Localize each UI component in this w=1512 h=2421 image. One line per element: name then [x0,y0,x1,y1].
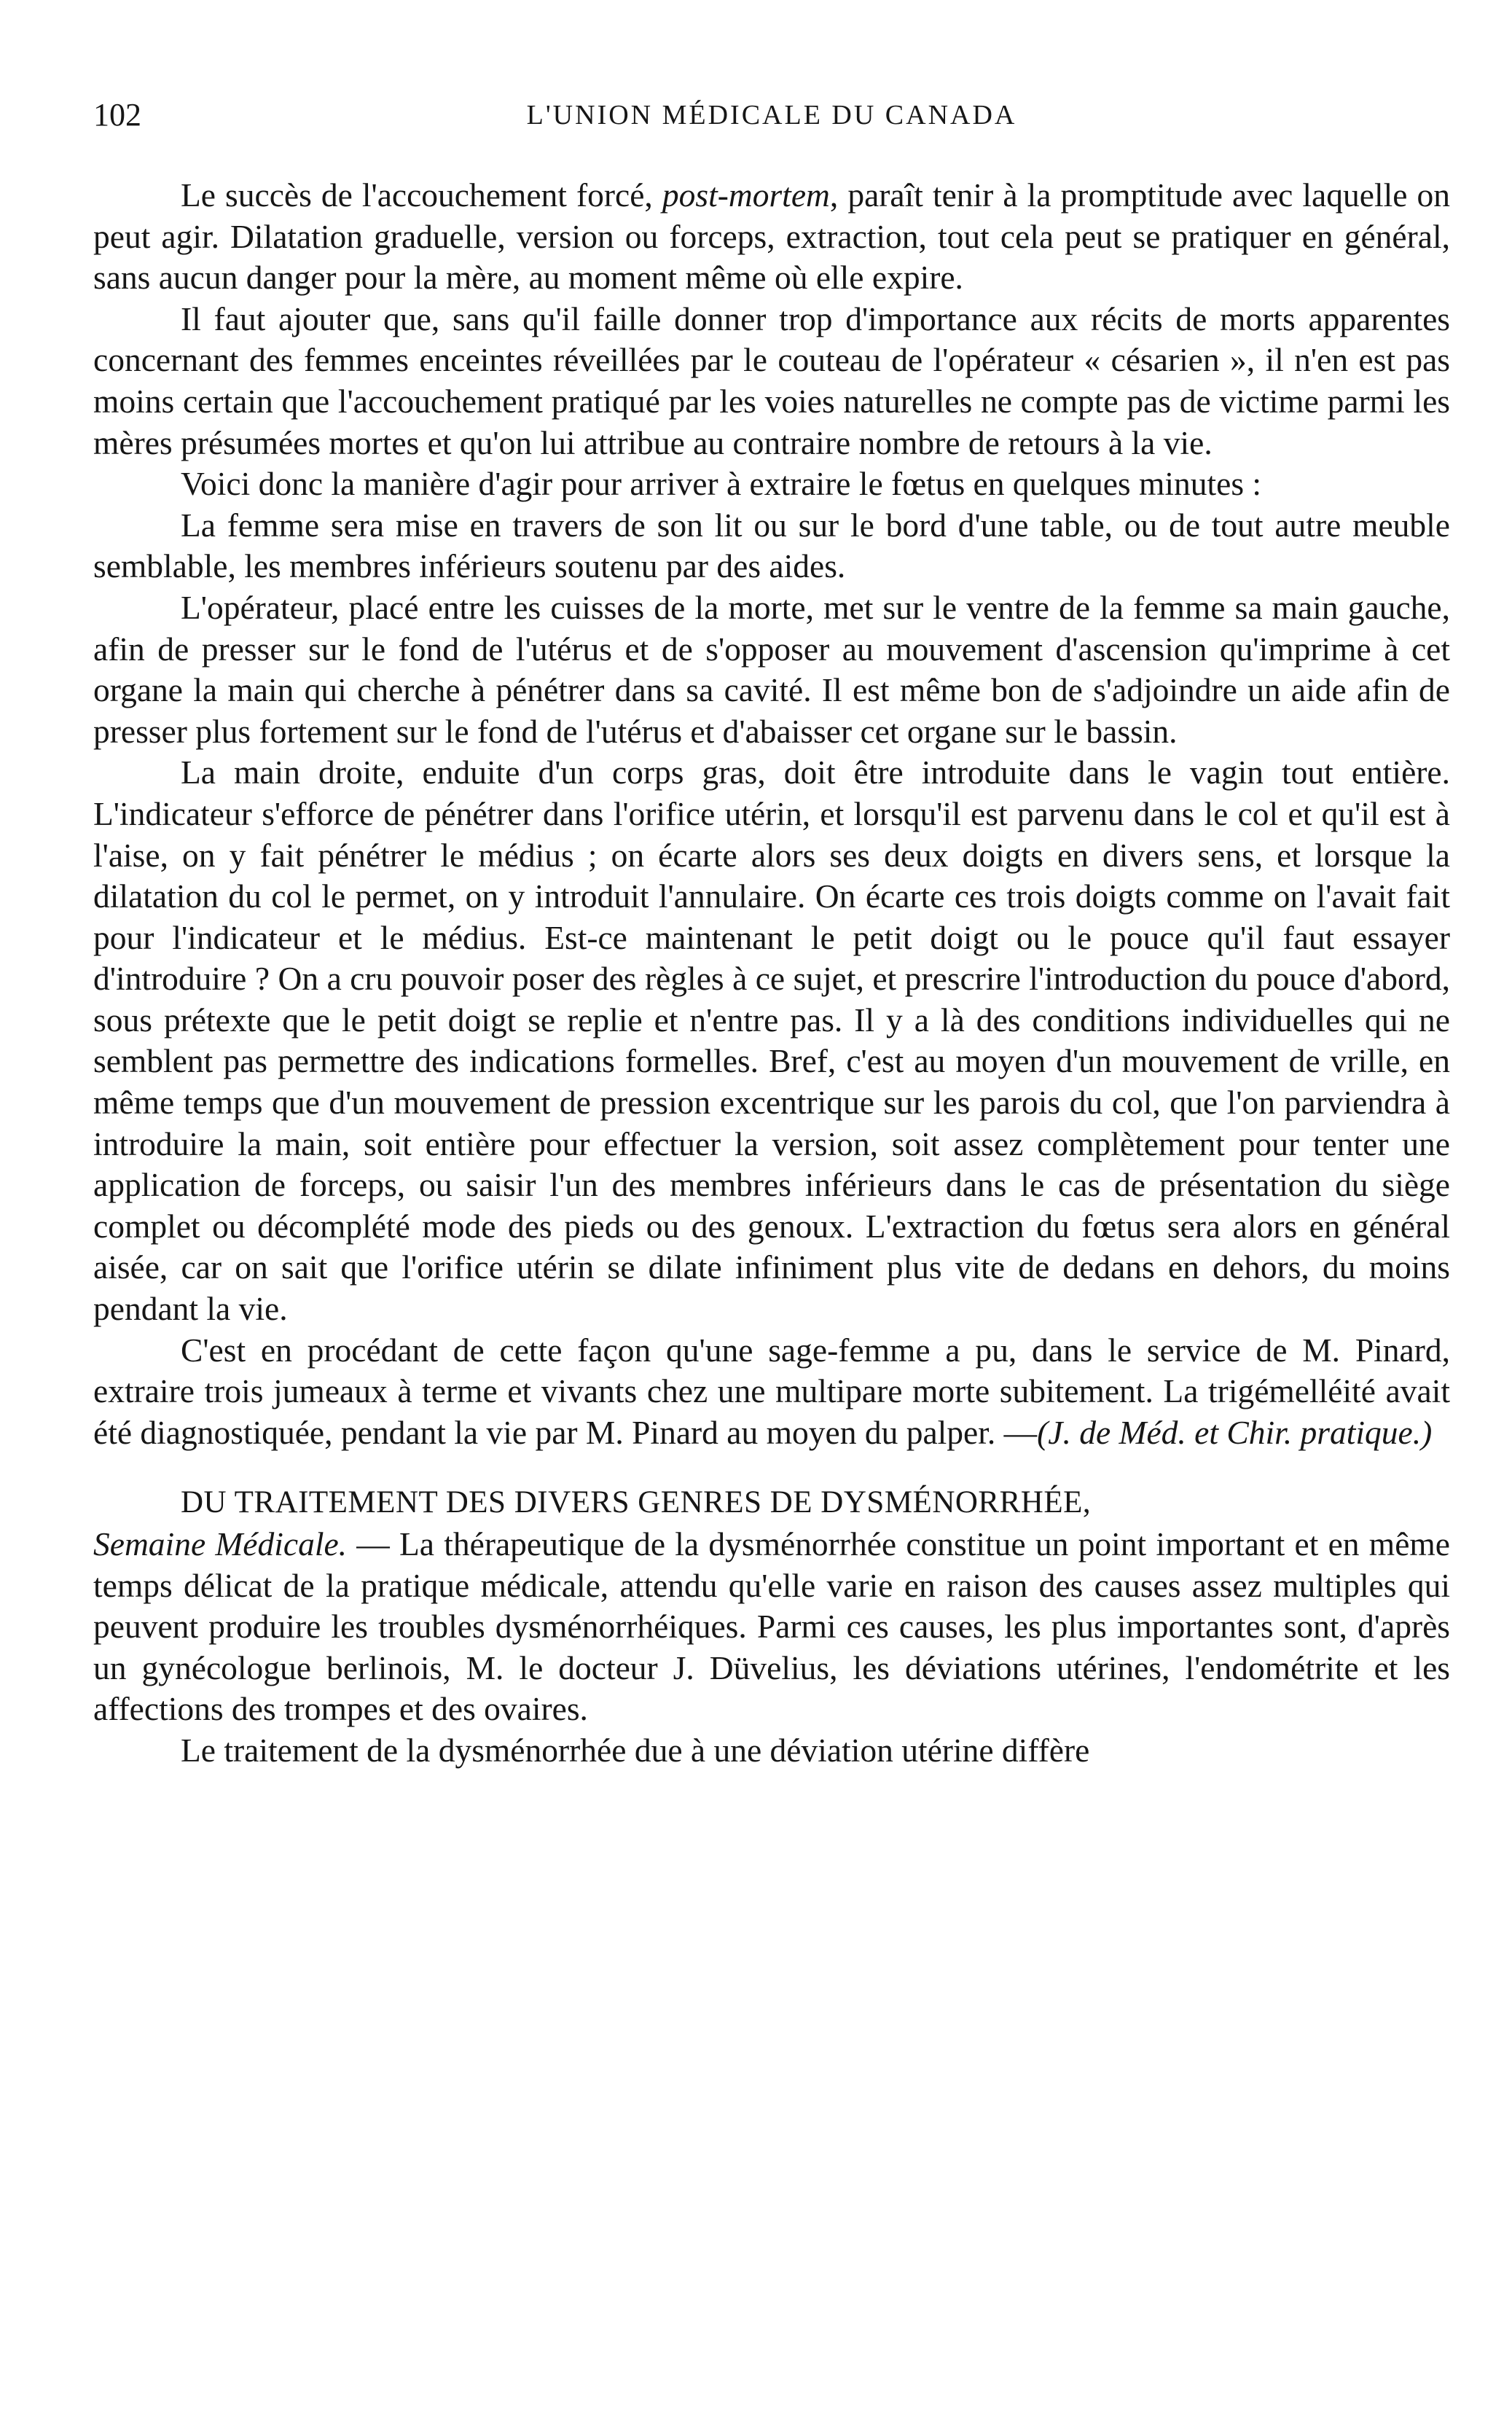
paragraph-positioning: La femme sera mise en travers de son lit ou sur le bord d'une table, ou de tout autre meuble semblable, les membres inférieurs soutenu par des aides. [93,506,1450,585]
italic-term: post-mortem [662,176,830,214]
paragraph-case-report [93,1330,1450,1454]
paragraph-text: C'est en procédant de cette façon qu'une sage-femme a pu, dans le service de M. Pinard, extraire trois jumeaux à terme et vivants chez une multipare morte subitement. La trigémelléité avait été diagnostiquée, pendant la vie par M. Pinard au moyen du palper. — [93,1331,1450,1451]
paragraph-dysmenorrhea-intro [93,1524,1450,1730]
page-number: 102 [93,97,141,133]
lead-in-source: Semaine Médicale. [93,1525,348,1562]
paragraph-deviation-treatment: Le traitement de la dysménorrhée due à une déviation utérine diffère [181,1731,1090,1769]
source-citation: (J. de Méd. et Chir. pratique.) [1037,1413,1433,1451]
article-body [93,175,1450,1772]
paragraph-text: , paraît tenir à la promptitude avec laquelle on peut agir. Dilatation graduelle, version ou forceps, extraction, tout cela peut se pratiquer en général, sans aucun danger pour la mère, au moment même où elle expire. [93,176,1450,297]
paragraph-forced-delivery [93,175,1450,299]
paragraph-text: — La thérapeutique de la dysménorrhée constitue un point important et en même temps délicat de la pratique médicale, attendu qu'elle varie en raison des causes assez multiples qui peuvent produire les troubles dysménorrhéiques. Parmi ces causes, les plus importantes sont, d'après un gynécologue berlinois, M. le docteur J. Düvelius, les déviations utérines, l'endométrite et les affections des trompes et des ovaires. [93,1525,1450,1728]
journal-title: L'UNION MÉDICALE DU CANADA [526,100,1017,130]
paragraph-text: Le succès de l'accouchement forcé, [181,176,662,214]
section-heading: DU TRAITEMENT DES DIVERS GENRES DE DYSMÉNORRHÉE, [181,1485,1092,1520]
paragraph-right-hand: La main droite, enduite d'un corps gras, doit être introduite dans le vagin tout entière. L'indicateur s'efforce de pénétrer dans l'orifice utérin, et lorsqu'il est parvenu dans le col et qu'il est à l'aise, on y fait pénétrer le médius ; on écarte alors ses deux doigts en divers sens, et lorsque la dilatation du col le permet, on y introduit l'annulaire. On écarte ces trois doigts comme on l'avait fait pour l'indicateur et le médius. Est-ce maintenant le petit doigt ou le pouce qu'il faut essayer d'introduire ? On a cru pouvoir poser des règles à ce sujet, et prescrire l'introduction du pouce d'abord, sous prétexte que le petit doigt se replie et n'entre pas. Il y a là des conditions individuelles qui ne semblent pas permettre des indications formelles. Bref, c'est au moyen d'un mouvement de vrille, en même temps que d'un mouvement de pression excentrique sur les parois du col, que l'on parviendra à introduire la main, soit entière pour effectuer la version, soit assez complètement pour tenter une application de forceps, ou saisir l'un des membres inférieurs dans le cas de présentation du siège complet ou décomplété mode des pieds ou des genoux. L'extraction du fœtus sera alors en général aisée, car on sait que l'orifice utérin se dilate infiniment plus vite de dedans en dehors, du moins pendant la vie. [93,754,1450,1328]
running-head [93,93,1450,137]
paragraph-apparent-death: Il faut ajouter que, sans qu'il faille donner trop d'importance aux récits de morts apparentes concernant des femmes enceintes réveillées par le couteau de l'opérateur « césarien », il n'en est pas moins certain que l'accouchement pratiqué par les voies naturelles ne compte pas de victime parmi les mères présumées mortes et qu'on lui attribue au contraire nombre de retours à la vie. [93,300,1450,461]
paragraph-procedure-intro: Voici donc la manière d'agir pour arriver à extraire le fœtus en quelques minutes : [181,465,1262,503]
paragraph-left-hand: L'opérateur, placé entre les cuisses de la morte, met sur le ventre de la femme sa main gauche, afin de presser sur le fond de l'utérus et de s'opposer au mouvement d'ascension qu'imprime à cet organe la main qui cherche à pénétrer dans sa cavité. Il est même bon de s'adjoindre un aide afin de presser plus fortement sur le fond de l'utérus et d'abaisser cet organe sur le bassin. [93,588,1450,750]
